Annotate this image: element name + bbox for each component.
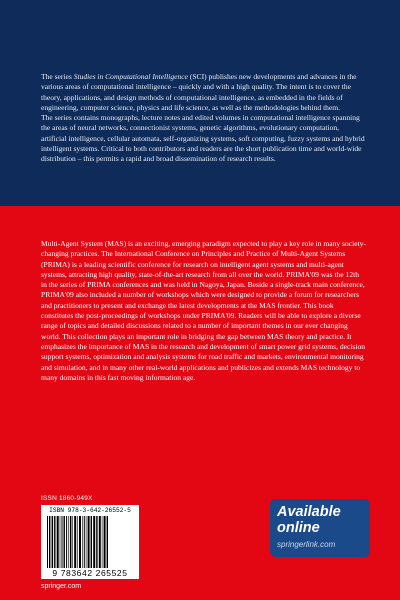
series-paragraph-1 xyxy=(41,72,366,113)
barcode-bar xyxy=(62,516,63,568)
barcode-bar xyxy=(86,516,87,568)
available-online-badge[interactable] xyxy=(270,499,370,557)
barcode-bar xyxy=(60,516,61,568)
barcode-bar xyxy=(82,516,83,568)
barcode-bar xyxy=(79,516,81,568)
barcode-bars xyxy=(47,516,133,568)
series-paragraph-1-body: (SCI) publishes new developments and advances in the various areas of computational intelligence – quickly and with a high quality. The intent is to cover the theory, applications, and design methods of computational intelligence, as embedded in the fields of engineering, computer science, physics and life science, as well as the methodologies behind them. xyxy=(41,72,357,112)
badge-springerlink-url: springerlink.com xyxy=(277,540,336,549)
barcode-bar xyxy=(57,516,59,568)
barcode-digits: 9 783642 265525 xyxy=(52,568,128,578)
barcode-bar xyxy=(91,516,92,568)
book-abstract: Multi-Agent System (MAS) is an exciting, emerging paradigm expected to play a key role in many society-changing practices. The International Conference on Principles and Practice of Multi-Agent Systems (PRIMA) is a leading scientific conference for research on intelligent agent systems and multi-agent systems, attracting high quality, state-of-the-art research from all over the world. PRIMA'09 was the 12th in the series of PRIMA conferences and was held in Nagoya, Japan. Beside a single-track main conference, PRIMA'09 also included a number of workshops which were designed to provide a forum for researchers and practitioners to present and exchange the latest developments at the MAS frontier. This book constitutes the post-proceedings of workshops under PRIMA'09. Readers will be able to explore a diverse range of topics and detailed discussions related to a number of important themes in our ever changing world. This collection plays an important role in bridging the gap between MAS theory and practice. It emphasizes the importance of MAS in the research and development of smart power grid systems, decision support systems, optimization and analysis systems for road traffic and markets, environmental monitoring and simulation, and in many other real-world applications and publicizes and extends MAS technology to many domains in this fast moving information age. xyxy=(41,239,366,382)
series-description xyxy=(41,72,366,165)
barcode-bar xyxy=(93,516,95,568)
barcode-bar xyxy=(77,516,78,568)
barcode-bar xyxy=(68,516,69,568)
springer-url[interactable]: springer.com xyxy=(41,583,82,590)
barcode-bar xyxy=(70,516,72,568)
barcode-bar xyxy=(88,516,90,568)
barcode-bar xyxy=(47,516,48,568)
badge-online-text: online xyxy=(277,520,320,536)
barcode-bar xyxy=(102,516,103,568)
barcode-bar xyxy=(74,516,76,568)
barcode-bar xyxy=(54,516,55,568)
barcode-bar xyxy=(107,516,108,568)
series-title: Studies in Computational Intelligence xyxy=(73,72,188,81)
isbn-label: ISBN 978-3-642-26552-5 xyxy=(49,507,131,514)
barcode-bar xyxy=(64,516,65,568)
barcode-bar xyxy=(72,516,73,568)
barcode-bar xyxy=(96,516,97,568)
issn-label: ISSN 1860-949X xyxy=(41,495,93,502)
barcode-bar xyxy=(49,516,50,568)
series-intro: The series xyxy=(41,72,74,81)
barcode-bar xyxy=(104,516,106,568)
barcode-bar xyxy=(99,516,101,568)
isbn-barcode xyxy=(41,505,139,579)
series-description-panel xyxy=(0,0,400,206)
barcode-bar xyxy=(66,516,67,568)
series-paragraph-2: The series contains monographs, lecture notes and edited volumes in computational intelligence spanning the areas of neural networks, connectionist systems, genetic algorithms, evolutionary computation, artificial intelligence, cellular automata, self-organizing systems, soft computing, fuzzy systems and hybrid intelligent systems. Critical to both contributors and readers are the short publication time and world-wide distribution – this permits a rapid and broad dissemination of research results. xyxy=(41,113,365,164)
badge-available-text: Available xyxy=(277,504,341,520)
barcode-bar xyxy=(52,516,54,568)
barcode-bar xyxy=(84,516,85,568)
